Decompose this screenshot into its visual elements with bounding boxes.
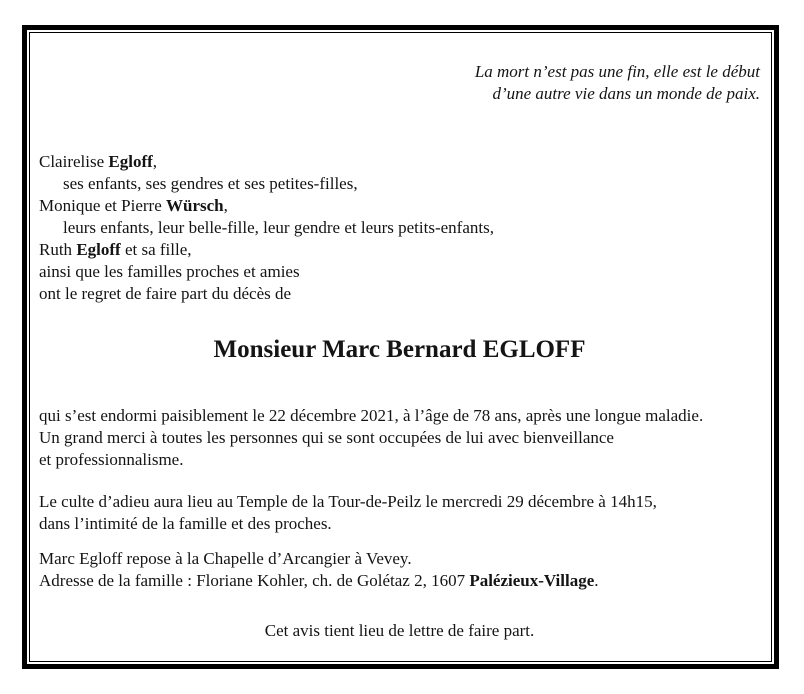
family-announcement <box>39 151 760 305</box>
address-text: . <box>594 571 599 590</box>
paragraph-repose <box>39 548 760 592</box>
family-line-text: ses enfants, ses gendres et ses petites-filles, <box>63 174 358 193</box>
family-line-text: , <box>223 196 228 215</box>
family-line <box>39 195 760 217</box>
page-border-outer <box>22 25 779 669</box>
epigraph-line: d’une autre vie dans un monde de paix. <box>492 84 760 103</box>
family-name-bold: Egloff <box>76 240 121 259</box>
family-name-bold: Egloff <box>108 152 153 171</box>
family-line-text: , <box>152 152 158 171</box>
family-line-text: ainsi que les familles proches et amies <box>39 262 300 281</box>
family-line <box>39 261 760 283</box>
paragraph-line: qui s’est endormi paisiblement le 22 décembre 2021, à l’âge de 78 ans, après une longue maladie. <box>39 406 704 425</box>
paragraph-line: Le culte d’adieu aura lieu au Temple de la Tour-de-Peilz le mercredi 29 décembre à 14h15, <box>39 492 657 511</box>
family-address-line <box>39 570 760 592</box>
family-line <box>39 217 760 239</box>
address-town-bold: Palézieux-Village <box>469 571 595 590</box>
family-name-bold: Würsch <box>166 196 224 215</box>
family-line <box>39 173 760 195</box>
deceased-name-title: Monsieur Marc Bernard EGLOFF <box>213 336 586 363</box>
death-notice-content <box>30 33 771 661</box>
closing-line: Cet avis tient lieu de lettre de faire part. <box>264 621 535 640</box>
family-line-text: ont le regret de faire part du décès de <box>39 284 292 303</box>
paragraph-illness <box>39 405 760 471</box>
family-line-text: Clairelise <box>39 152 109 171</box>
address-text: Adresse de la famille : Floriane Kohler, ch. de Golétaz 2, 1607 <box>39 571 470 590</box>
paragraph-line: et professionnalisme. <box>39 450 184 469</box>
paragraph-line: Un grand merci à toutes les personnes qui se sont occupées de lui avec bienveillance <box>39 428 614 447</box>
family-line-text: leurs enfants, leur belle-fille, leur gendre et leurs petits-enfants, <box>63 218 494 237</box>
paragraph-service <box>39 491 760 535</box>
family-line-text: et sa fille, <box>120 240 192 259</box>
page-border-inner <box>29 32 772 662</box>
paragraph-line: dans l’intimité de la famille et des proches. <box>39 514 332 533</box>
family-line <box>39 239 760 261</box>
family-line-text: Ruth <box>39 240 77 259</box>
epigraph <box>39 61 760 105</box>
family-line <box>39 151 760 173</box>
family-line-text: Monique et Pierre <box>39 196 166 215</box>
family-line <box>39 283 760 305</box>
paragraph-line: Marc Egloff repose à la Chapelle d’Arcangier à Vevey. <box>39 549 412 568</box>
epigraph-line: La mort n’est pas une fin, elle est le début <box>474 62 760 81</box>
